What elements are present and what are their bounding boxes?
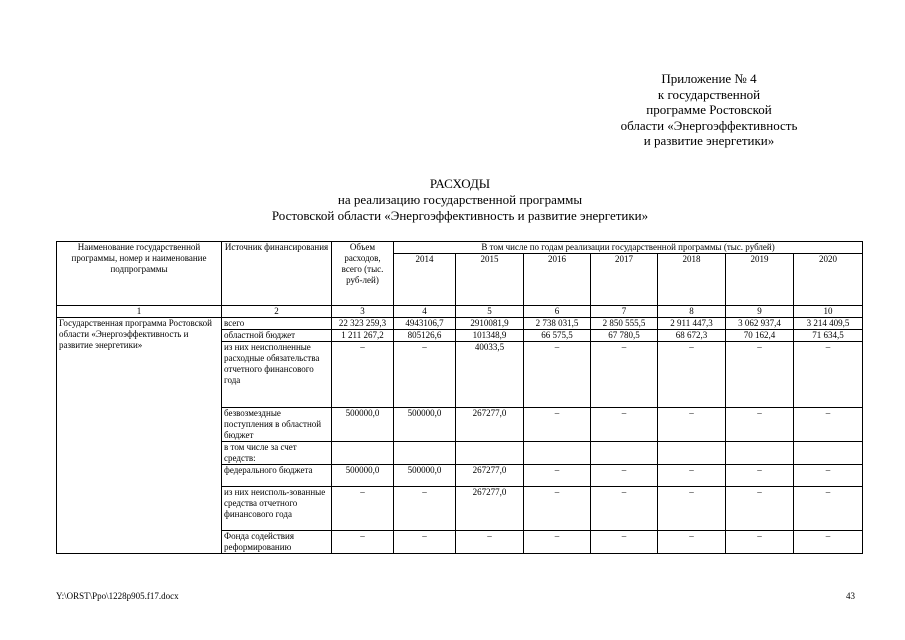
- appendix-line: Приложение № 4: [661, 71, 757, 86]
- header-source: Источник финансирования: [222, 242, 332, 306]
- amount-cell: [658, 442, 726, 465]
- table-row: [57, 318, 863, 330]
- amount-cell: 66 575,5: [524, 330, 591, 342]
- column-number: 1: [57, 306, 222, 318]
- header-year: 2020: [794, 254, 863, 306]
- amount-cell: –: [332, 487, 394, 531]
- file-path: Y:\ORST\Ppo\1228p905.f17.docx: [56, 591, 179, 601]
- amount-cell: –: [524, 342, 591, 408]
- funding-source: всего: [222, 318, 332, 330]
- column-number: 5: [456, 306, 524, 318]
- amount-cell: –: [726, 487, 794, 531]
- amount-cell: [726, 442, 794, 465]
- header-year: 2016: [524, 254, 591, 306]
- amount-cell: –: [726, 465, 794, 487]
- amount-cell: 2910081,9: [456, 318, 524, 330]
- amount-cell: –: [591, 487, 658, 531]
- amount-cell: 2 738 031,5: [524, 318, 591, 330]
- amount-cell: –: [794, 408, 863, 442]
- amount-cell: –: [394, 531, 456, 554]
- amount-cell: [332, 442, 394, 465]
- title-line-1: РАСХОДЫ: [429, 176, 491, 191]
- amount-cell: –: [591, 342, 658, 408]
- amount-cell: 70 162,4: [726, 330, 794, 342]
- column-number-row: [57, 306, 863, 318]
- amount-cell: 500000,0: [332, 408, 394, 442]
- amount-cell: –: [332, 342, 394, 408]
- amount-cell: –: [332, 531, 394, 554]
- amount-cell: –: [524, 531, 591, 554]
- amount-cell: 805126,6: [394, 330, 456, 342]
- amount-cell: –: [524, 465, 591, 487]
- amount-cell: –: [726, 531, 794, 554]
- amount-cell: 2 850 555,5: [591, 318, 658, 330]
- program-name: Государственная программа Ростовской области «Энергоэффективность и развитие энергетики»: [57, 318, 222, 554]
- document-title: [120, 176, 800, 224]
- header-year: 2018: [658, 254, 726, 306]
- amount-cell: 500000,0: [394, 465, 456, 487]
- column-number: 6: [524, 306, 591, 318]
- column-number: 7: [591, 306, 658, 318]
- amount-cell: 3 214 409,5: [794, 318, 863, 330]
- amount-cell: 3 062 937,4: [726, 318, 794, 330]
- amount-cell: 67 780,5: [591, 330, 658, 342]
- amount-cell: 500000,0: [332, 465, 394, 487]
- amount-cell: [591, 442, 658, 465]
- amount-cell: 101348,9: [456, 330, 524, 342]
- funding-source: безвозмездные поступления в областной бюджет: [222, 408, 332, 442]
- amount-cell: 1 211 267,2: [332, 330, 394, 342]
- funding-source: из них неисполненные расходные обязательства отчетного финансового года: [222, 342, 332, 408]
- amount-cell: –: [794, 531, 863, 554]
- column-number: 3: [332, 306, 394, 318]
- expenses-table: [56, 241, 863, 554]
- header-by-years: В том числе по годам реализации государственной программы (тыс. рублей): [394, 242, 863, 254]
- amount-cell: 71 634,5: [794, 330, 863, 342]
- column-number: 10: [794, 306, 863, 318]
- amount-cell: –: [591, 408, 658, 442]
- funding-source: Фонда содействия реформированию: [222, 531, 332, 554]
- header-year: 2014: [394, 254, 456, 306]
- header-year: 2017: [591, 254, 658, 306]
- amount-cell: 22 323 259,3: [332, 318, 394, 330]
- title-line-3: Ростовской области «Энергоэффективность и развитие энергетики»: [271, 208, 649, 223]
- amount-cell: 2 911 447,3: [658, 318, 726, 330]
- amount-cell: [794, 442, 863, 465]
- funding-source: из них неисполь-зованные средства отчетного финансового года: [222, 487, 332, 531]
- appendix-line: программе Ростовской: [646, 102, 772, 117]
- amount-cell: –: [524, 487, 591, 531]
- header-year: 2015: [456, 254, 524, 306]
- amount-cell: –: [658, 342, 726, 408]
- column-number: 9: [726, 306, 794, 318]
- amount-cell: –: [658, 465, 726, 487]
- funding-source: федерального бюджета: [222, 465, 332, 487]
- amount-cell: –: [726, 342, 794, 408]
- amount-cell: –: [456, 531, 524, 554]
- amount-cell: –: [794, 342, 863, 408]
- header-year: 2019: [726, 254, 794, 306]
- amount-cell: 500000,0: [394, 408, 456, 442]
- amount-cell: –: [658, 408, 726, 442]
- amount-cell: –: [658, 487, 726, 531]
- header-volume: Объем расходов, всего (тыс. руб-лей): [332, 242, 394, 306]
- amount-cell: –: [591, 465, 658, 487]
- column-number: 2: [222, 306, 332, 318]
- amount-cell: 267277,0: [456, 408, 524, 442]
- amount-cell: 267277,0: [456, 465, 524, 487]
- title-line-2: на реализацию государственной программы: [337, 192, 583, 207]
- appendix-line: и развитие энергетики»: [643, 133, 775, 148]
- header-name: Наименование государственной программы, номер и наименование подпрограммы: [57, 242, 222, 306]
- funding-source: областной бюджет: [222, 330, 332, 342]
- amount-cell: [524, 442, 591, 465]
- column-number: 8: [658, 306, 726, 318]
- amount-cell: [456, 442, 524, 465]
- appendix-block: [579, 71, 839, 149]
- amount-cell: –: [794, 487, 863, 531]
- amount-cell: 267277,0: [456, 487, 524, 531]
- funding-source: в том числе за счет средств:: [222, 442, 332, 465]
- amount-cell: –: [726, 408, 794, 442]
- amount-cell: 4943106,7: [394, 318, 456, 330]
- page-number: 43: [846, 591, 855, 601]
- amount-cell: [394, 442, 456, 465]
- amount-cell: –: [794, 465, 863, 487]
- amount-cell: 68 672,3: [658, 330, 726, 342]
- amount-cell: –: [394, 487, 456, 531]
- amount-cell: –: [524, 408, 591, 442]
- appendix-line: к государственной: [657, 86, 761, 102]
- amount-cell: –: [658, 531, 726, 554]
- amount-cell: 40033,5: [456, 342, 524, 408]
- amount-cell: –: [591, 531, 658, 554]
- column-number: 4: [394, 306, 456, 318]
- appendix-line: области «Энергоэффективность: [620, 117, 798, 133]
- amount-cell: –: [394, 342, 456, 408]
